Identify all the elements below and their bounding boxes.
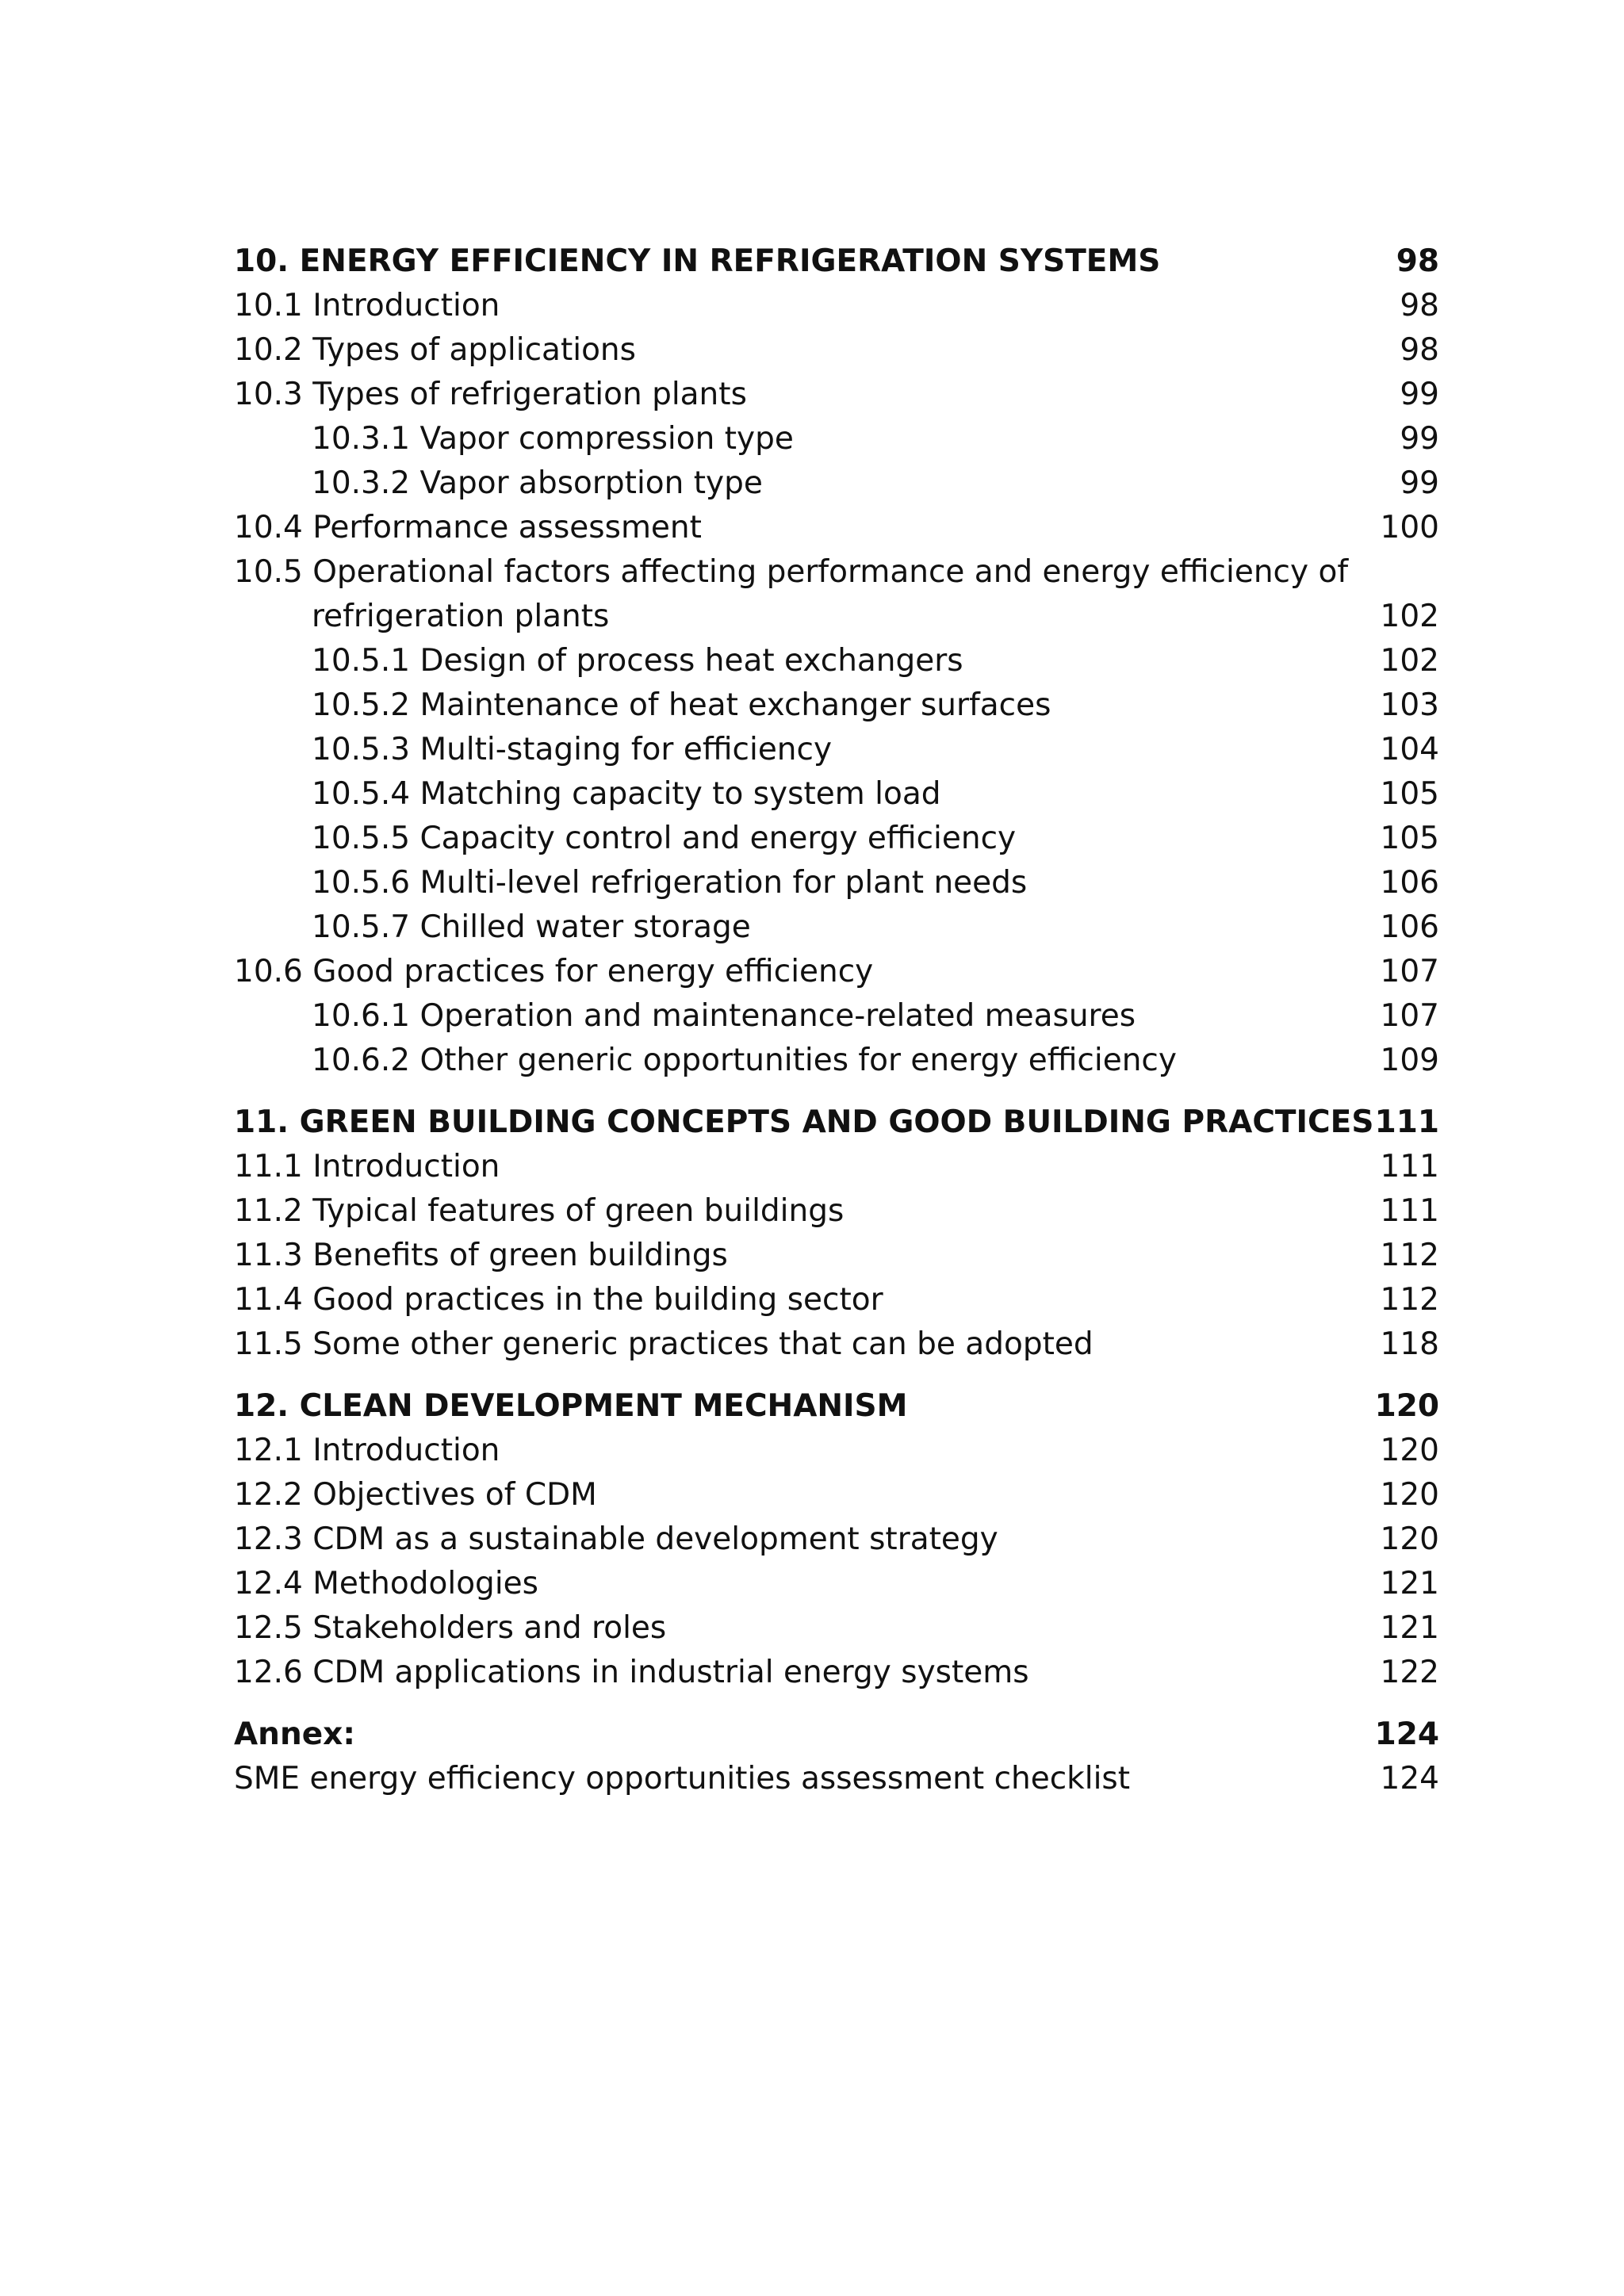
toc-annex-heading[interactable] [234,1712,1439,1757]
chapter-title: 12. CLEAN DEVELOPMENT MECHANISM [234,1388,908,1424]
entry-title: 10.3.1 Vapor compression type [312,421,794,457]
toc-entry[interactable] [234,1145,1439,1189]
page-number: 118 [1380,1326,1439,1362]
page-number: 120 [1380,1477,1439,1513]
page-number: 98 [1400,332,1439,368]
entry-title: 10.6.2 Other generic opportunities for energy efficiency [312,1043,1177,1078]
toc-chapter-heading[interactable] [234,1384,1439,1429]
entry-title: 10.6 Good practices for energy efficiency [234,954,874,989]
page-number: 112 [1380,1282,1439,1318]
toc-subentry[interactable] [234,861,1439,905]
toc-entry[interactable] [234,1189,1439,1234]
toc-entry[interactable] [234,1278,1439,1322]
toc-entry[interactable] [234,284,1439,328]
page-number: 111 [1374,1104,1439,1140]
toc-chapter-heading[interactable] [234,239,1439,284]
page-number: 111 [1380,1149,1439,1184]
entry-title: 12.5 Stakeholders and roles [234,1610,667,1646]
entry-title: 10.5.6 Multi-level refrigeration for plant needs [312,865,1028,901]
toc-entry[interactable] [234,506,1439,550]
entry-title: 12.2 Objectives of CDM [234,1477,597,1513]
toc-subentry[interactable] [234,461,1439,506]
page-number: 120 [1380,1521,1439,1557]
entry-title: 10.4 Performance assessment [234,510,702,545]
toc-entry[interactable] [234,1651,1439,1695]
page-number: 102 [1380,643,1439,679]
toc-subentry[interactable] [234,994,1439,1039]
toc-subentry[interactable] [234,817,1439,861]
entry-title: 10.5.4 Matching capacity to system load [312,776,941,812]
entry-title: 10.3 Types of refrigeration plants [234,377,747,412]
toc-entry[interactable] [234,1429,1439,1473]
page-number: 99 [1400,465,1439,501]
page-number: 124 [1380,1761,1439,1797]
entry-title: 11.5 Some other generic practices that can be adopted [234,1326,1094,1362]
toc-subentry[interactable] [234,1039,1439,1083]
entry-title: 10.5 Operational factors affecting performance and energy efficiency of [234,554,1349,590]
chapter-title: 10. ENERGY EFFICIENCY IN REFRIGERATION SYSTEMS [234,243,1161,279]
entry-title: 11.2 Typical features of green buildings [234,1193,845,1229]
page-number: 106 [1380,909,1439,945]
toc-entry[interactable] [234,1562,1439,1606]
toc-entry[interactable] [234,373,1439,417]
entry-title: refrigeration plants [312,599,610,634]
entry-title: SME energy efficiency opportunities assessment checklist [234,1761,1131,1797]
page-number: 111 [1380,1193,1439,1229]
page-number: 106 [1380,865,1439,901]
entry-title: 12.6 CDM applications in industrial energy systems [234,1655,1029,1690]
entry-title: 10.5.7 Chilled water storage [312,909,751,945]
toc-entry[interactable] [234,1517,1439,1562]
entry-title: 12.3 CDM as a sustainable development strategy [234,1521,998,1557]
entry-title: 10.2 Types of applications [234,332,636,368]
toc-subentry[interactable] [234,417,1439,461]
toc-entry[interactable] [234,950,1439,994]
page-number: 99 [1400,377,1439,412]
entry-title: 10.3.2 Vapor absorption type [312,465,763,501]
page-number: 102 [1380,599,1439,634]
entry-title: 10.5.5 Capacity control and energy efficiency [312,821,1017,856]
page-number: 109 [1380,1043,1439,1078]
page-number: 122 [1380,1655,1439,1690]
page-number: 104 [1380,732,1439,767]
page-number: 107 [1380,998,1439,1034]
toc-entry[interactable] [234,1473,1439,1517]
page-number: 98 [1396,243,1439,279]
entry-title: 12.1 Introduction [234,1433,500,1468]
toc-subentry[interactable] [234,905,1439,950]
page-number: 105 [1380,776,1439,812]
page-number: 103 [1380,687,1439,723]
toc-entry[interactable] [234,328,1439,373]
page-number: 107 [1380,954,1439,989]
entry-title: 11.1 Introduction [234,1149,500,1184]
page-number: 121 [1380,1610,1439,1646]
toc-entry-continuation[interactable] [234,595,1439,639]
toc-entry[interactable] [234,1757,1439,1801]
toc-entry[interactable] [234,1322,1439,1367]
entry-title: 10.6.1 Operation and maintenance-related measures [312,998,1136,1034]
annex-title: Annex: [234,1716,355,1752]
page-number: 100 [1380,510,1439,545]
entry-title: 10.1 Introduction [234,288,500,323]
page-number: 124 [1374,1716,1439,1752]
entry-title: 10.5.1 Design of process heat exchangers [312,643,963,679]
entry-title: 11.3 Benefits of green buildings [234,1238,728,1273]
toc-subentry[interactable] [234,639,1439,683]
page-number: 105 [1380,821,1439,856]
entry-title: 11.4 Good practices in the building sector [234,1282,883,1318]
entry-title: 10.5.2 Maintenance of heat exchanger surfaces [312,687,1051,723]
toc-entry[interactable] [234,1234,1439,1278]
page-number: 98 [1400,288,1439,323]
toc-subentry[interactable] [234,728,1439,772]
page-number: 112 [1380,1238,1439,1273]
page-number: 99 [1400,421,1439,457]
page-number: 121 [1380,1566,1439,1601]
toc-chapter-heading[interactable] [234,1100,1439,1145]
toc-subentry[interactable] [234,772,1439,817]
toc-entry[interactable] [234,550,1439,595]
page-number: 120 [1380,1433,1439,1468]
entry-title: 10.5.3 Multi-staging for efficiency [312,732,833,767]
toc-subentry[interactable] [234,683,1439,728]
entry-title: 12.4 Methodologies [234,1566,538,1601]
toc-entry[interactable] [234,1606,1439,1651]
chapter-title: 11. GREEN BUILDING CONCEPTS AND GOOD BUILDING PRACTICES [234,1104,1374,1140]
page-number: 120 [1374,1388,1439,1424]
